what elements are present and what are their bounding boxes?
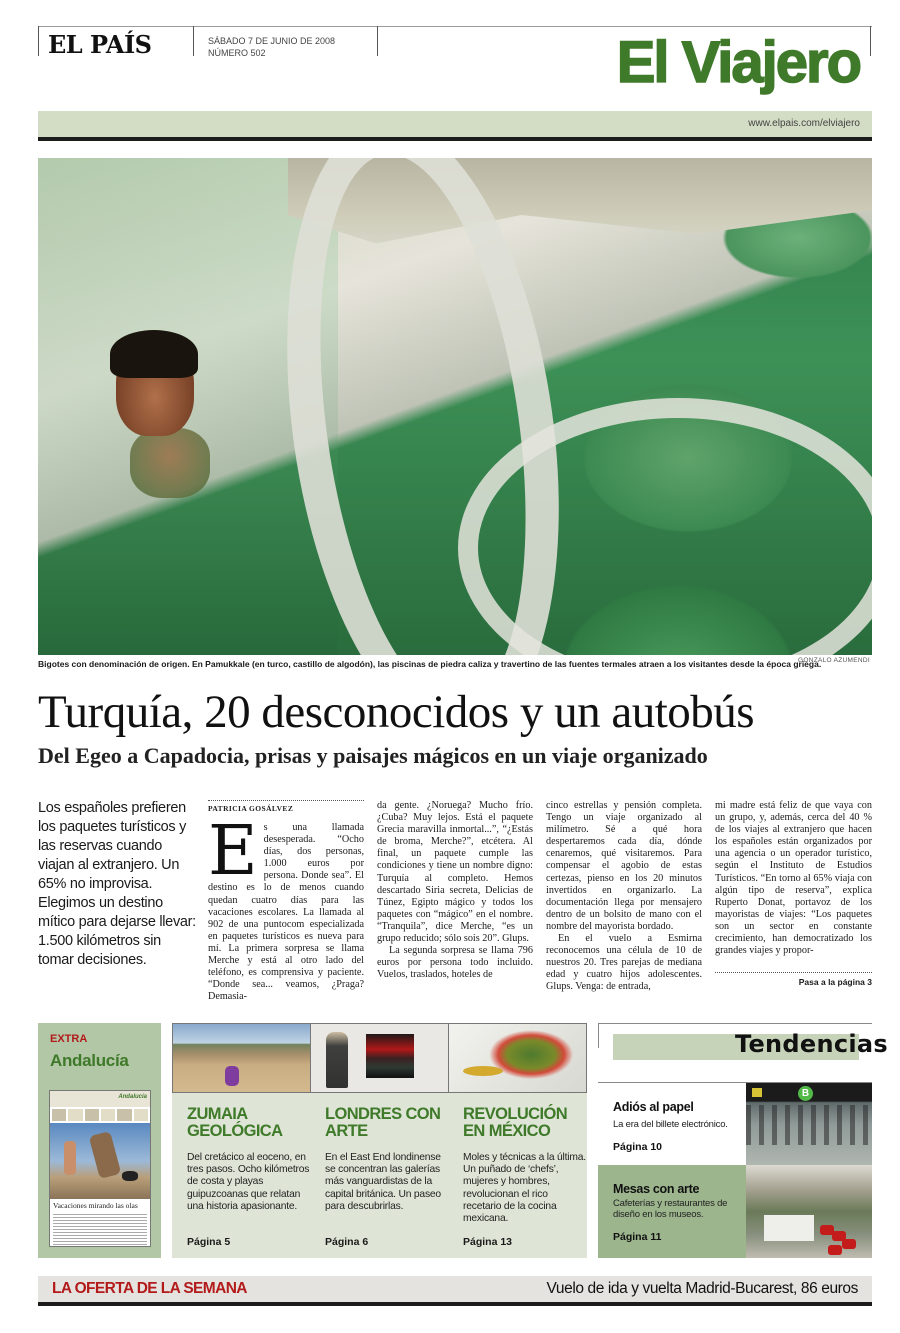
offer-label: LA OFERTA DE LA SEMANA (52, 1280, 247, 1297)
continue-link[interactable]: Pasa a la página 3 (798, 977, 872, 987)
masthead-bottom-rule (38, 137, 872, 141)
byline-rule (208, 800, 364, 801)
photo-chair (842, 1239, 856, 1249)
column-paragraph: cinco estrellas y pensión completa. Tengo un viaje organizado al milímetro. Sé a qué hora despertaremos cada día, dónde cenaremos, qué visitaremos. Para compensar el agobio de estas certezas, pienso en los 20 minutos invertidos en organizarlo. La documentación llega por mensajero dentro de un bolsito de mano con el nombre del mayorista bordado. (546, 800, 702, 932)
promo-page-link[interactable]: Página 5 (187, 1236, 231, 1248)
thumb-runner (64, 1141, 76, 1175)
promo-desc: Moles y técnicas a la última. Un puñado de ‘chefs’, mujeres y hombres, revolucionan el rico recetario de la cocina mexicana. (463, 1152, 586, 1225)
tendencias-frame (598, 1023, 599, 1048)
masthead-divider (193, 26, 194, 56)
tendencias-title: Tendencias (734, 1030, 888, 1058)
promo-title: ZUMAIA GEOLÓGICA (187, 1105, 283, 1140)
promo-item-londres[interactable] (325, 1106, 450, 1213)
thumb-photo (50, 1123, 150, 1199)
photo-figure (225, 1066, 239, 1086)
photo-chair (828, 1245, 842, 1255)
tendencias-page-link[interactable]: Página 10 (613, 1141, 663, 1153)
extra-label: EXTRA (50, 1033, 88, 1045)
thumb-text-lines (53, 1214, 147, 1247)
photo-counter (764, 1215, 814, 1241)
section-url-link[interactable]: www.elpais.com/elviajero (748, 118, 860, 129)
tendencias-frame (598, 1023, 872, 1024)
masthead-divider (377, 26, 378, 56)
thumb-masthead: Andalucía (50, 1091, 150, 1107)
article-column-1 (208, 812, 364, 1003)
masthead-top-rule (38, 26, 872, 27)
column-paragraph: da gente. ¿Noruega? Mucho frío. ¿Cuba? Muy lejos. Está el paquete Grecia maravilla inmortal...”, “¿Estás de broma, Merche?”, etcétera. Al final, un paquete cumple las condiciones y tiene un nombre digno: Turquía al completo. Hemos descartado Siria secreta, Delicias de Túnez, Egipto mágico y todos los paquetes con “mágico” en el nombre. “Tranquila”, dice Merche, “es un grupo reducido; sólo sois 20”. Glups. (377, 800, 533, 945)
section-title[interactable]: El Viajero (616, 30, 860, 95)
supplement-cover-thumbnail[interactable] (49, 1090, 151, 1247)
photo-painting (366, 1034, 414, 1078)
photo-crowd (746, 1105, 872, 1145)
tendencias-item-title: Mesas con arte (613, 1182, 700, 1196)
extra-title: Andalucía (50, 1051, 129, 1070)
article-headline[interactable]: Turquía, 20 desconocidos y un autobús (38, 686, 755, 738)
article-byline: PATRICIA GOSÁLVEZ (208, 804, 294, 813)
extra-promo[interactable] (38, 1023, 161, 1258)
article-column-3 (546, 800, 702, 994)
tendencias-item-adios-al-papel[interactable] (598, 1083, 746, 1165)
photo-walker (326, 1032, 348, 1088)
promo-page-link[interactable]: Página 13 (463, 1236, 513, 1248)
terminal-b-sign: B (798, 1086, 813, 1101)
issue-date: SÁBADO 7 DE JUNIO DE 2008 (208, 36, 336, 46)
photo-bather-hair (110, 330, 198, 378)
photo-bather-body (130, 428, 210, 498)
masthead-divider (38, 26, 39, 56)
column-paragraph: La segunda sorpresa se llama 796 euros por persona todo incluido. Vuelos, traslados, hoteles de (377, 945, 533, 981)
thumb-strip (50, 1107, 150, 1123)
continue-rule (715, 972, 872, 973)
airport-sign-icon (752, 1088, 762, 1097)
issue-number: NÚMERO 502 (208, 48, 266, 58)
issue-info (208, 35, 335, 59)
article-column-4 (715, 800, 872, 957)
article-lede: Los españoles prefieren los paquetes turísticos y las reservas cuando viajan al extranjero. Un 65% no improvisa. Elegimos un destino mítico para dejarse llevar: 1.500 kilómetros sin tomar decisiones. (38, 800, 196, 968)
promo-image-londres[interactable] (311, 1024, 449, 1092)
photo-caption: Bigotes con denominación de origen. En Pamukkale (en turco, castillo de algodón), las piscinas de piedra caliza y travertino de las fuentes termales atraen a los visitantes desde la época griega. (38, 659, 822, 669)
tendencias-image-restaurant[interactable] (746, 1165, 872, 1258)
drop-cap: E (208, 812, 258, 891)
thumb-runner (89, 1131, 122, 1179)
masthead-divider (870, 26, 871, 56)
tendencias-image-airport[interactable] (746, 1083, 872, 1165)
photo-credit: GONZALO AZUMENDI (798, 657, 870, 664)
promo-image-mexico[interactable] (449, 1024, 586, 1092)
promo-item-mexico[interactable] (463, 1106, 588, 1225)
offer-text: Vuelo de ida y vuelta Madrid-Bucarest, 86 euros (546, 1280, 858, 1297)
promo-title: LONDRES CON ARTE (325, 1105, 441, 1140)
article-column-2 (377, 800, 533, 981)
photo-spoon (463, 1066, 503, 1076)
column-paragraph: En el vuelo a Esmirna reconocemos una célula de 10 de nuestros 20. Tres parejas de mediana edad y cuatro hijos adolescentes. Glups. Venga: de entrada, (546, 933, 702, 993)
tendencias-item-title: Adiós al papel (613, 1100, 694, 1114)
column-paragraph: mi madre está feliz de que vaya con un grupo, y, además, cerca del 40 % de los viajes al extranjero que hacen los españoles están organizados por una agencia o un operador turístico, según el Instituto de Estudios Turísticos. “En torno al 65% viaja con algún tipo de reserva”, explica Ruperto Donat, portavoz de los mayoristas de viajes: “Los paquetes son un sector en constante crecimiento, han democratizado los grandes viajes y propor- (715, 800, 872, 957)
promo-page-link[interactable]: Página 6 (325, 1236, 369, 1248)
promo-item-zumaia[interactable] (187, 1106, 312, 1213)
promo-image-zumaia[interactable] (173, 1024, 311, 1092)
promo-desc: En el East End londinense se concentran las galerías más vanguardistas de la capital británica. Un paseo para descubrirlas. (325, 1152, 441, 1212)
promo-images (172, 1023, 587, 1093)
url-bar (38, 111, 872, 137)
column-text: s una llamada desesperada. “Ocho días, dos personas, 1.000 euros por persona. Donde sea”. El destino es lo de menos cuando quedan cuatro días para las vacaciones escolares. La llamada al 902 de una puntocom especializada en paquetes turísticos es nueva para mí. La primera sorpresa se llama Merche y está al otro lado del teléfono, es comprensiva y paciente. “Donde sea... veamos, ¿Praga? Demasia- (208, 822, 364, 1003)
tendencias-item-desc: Cafeterías y restaurantes de diseño en los museos. (613, 1198, 728, 1220)
tendencias-item-desc: La era del billete electrónico. (613, 1119, 728, 1130)
article-subhead: Del Egeo a Capadocia, prisas y paisajes mágicos en un viaje organizado (38, 743, 708, 768)
thumb-dog (122, 1171, 138, 1181)
promo-title: REVOLUCIÓN EN MÉXICO (463, 1105, 568, 1140)
footer-rule (38, 1302, 872, 1306)
thumb-headline: Vacaciones mirando las olas (53, 1201, 138, 1210)
offer-bar[interactable] (38, 1276, 872, 1302)
promo-desc: Del cretácico al eoceno, en tres pasos. Ocho kilómetros de costa y playas guipuzcoanas que relatan una historia apasionante. (187, 1152, 310, 1212)
tendencias-item-mesas-con-arte[interactable] (598, 1165, 746, 1258)
tendencias-page-link[interactable]: Página 11 (613, 1231, 662, 1243)
hero-photo[interactable] (38, 158, 872, 655)
newspaper-logo[interactable]: EL PAÍS (48, 30, 152, 59)
